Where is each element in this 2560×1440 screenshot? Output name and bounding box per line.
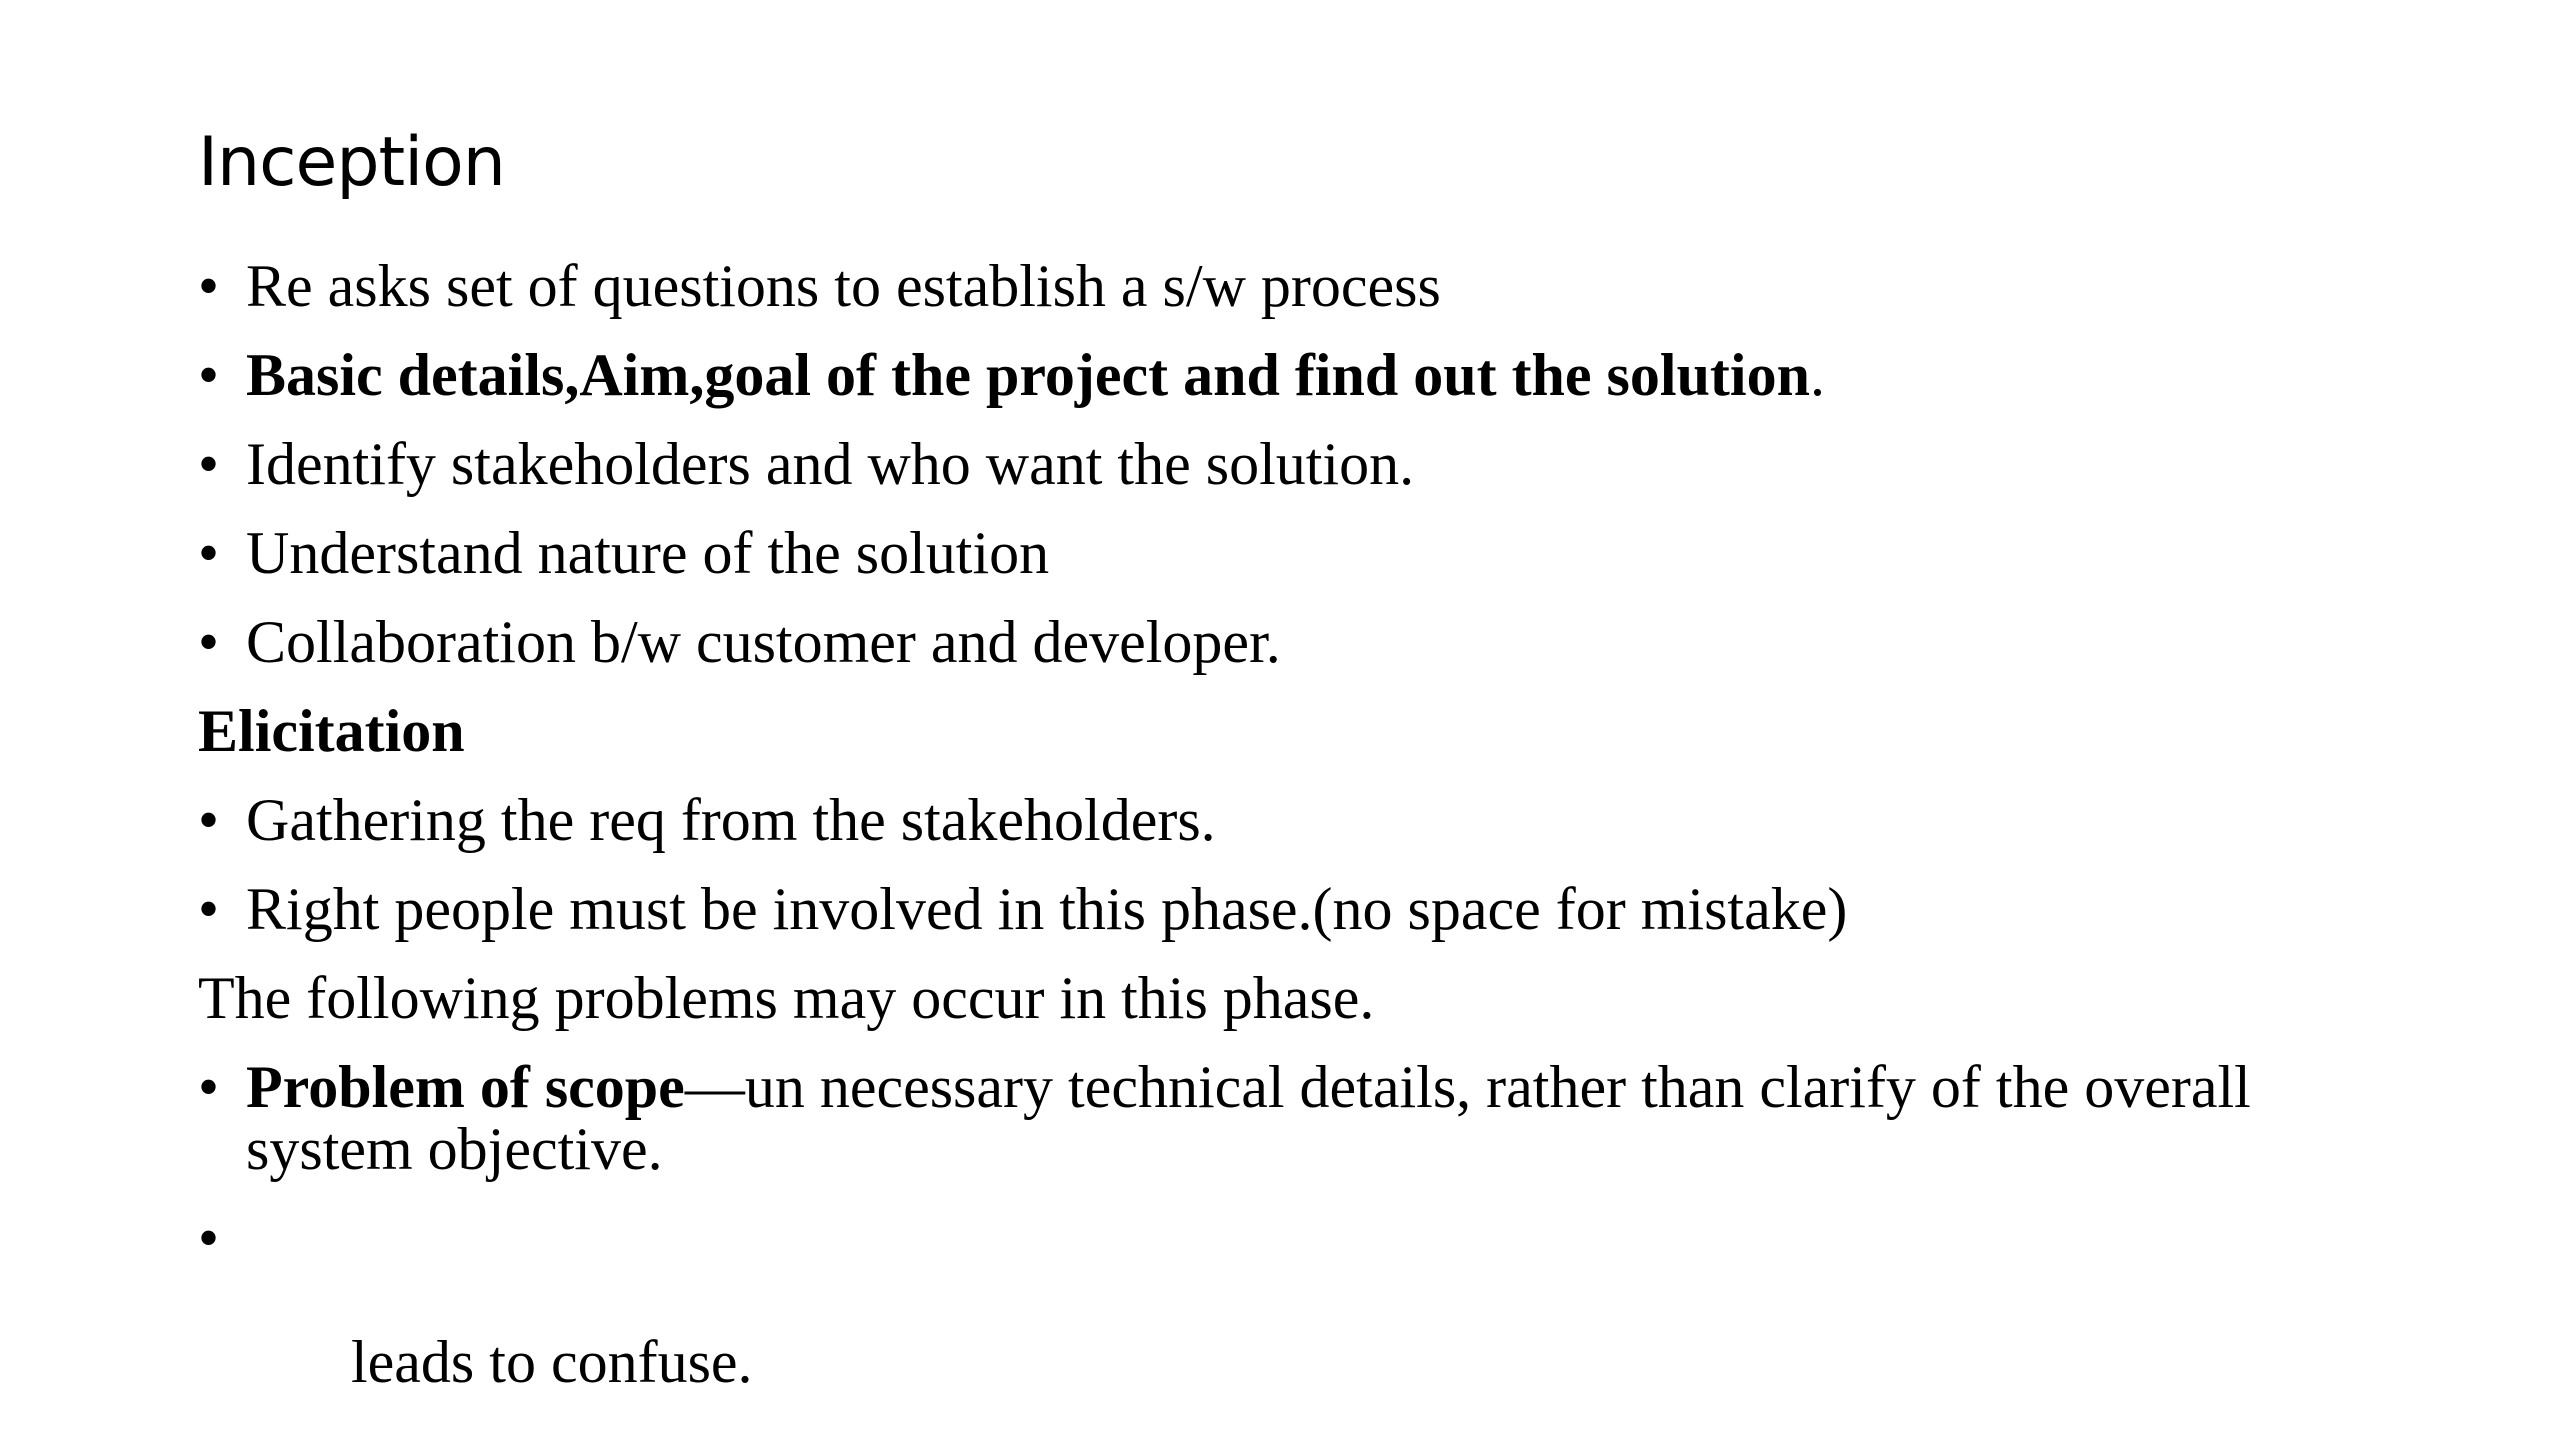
list-item [198, 433, 2458, 495]
bullet-icon: • [198, 876, 220, 942]
list-item-text: —un necessary technical details, rather than clarify of the overall system objective. [246, 1054, 2251, 1182]
list-item-text: Right people must be involved in this phase.(no space for mistake) [246, 876, 1848, 942]
list-item [198, 344, 2458, 406]
list-item-text: Understand nature of the solution [246, 520, 1050, 586]
list-item [198, 255, 2458, 317]
slide-body [198, 255, 2458, 1440]
bullet-icon: • [198, 342, 220, 408]
list-item-bold-text: Problem of scope [246, 1054, 685, 1120]
bullet-icon: • [198, 431, 220, 497]
list-item [198, 1056, 2296, 1180]
paragraph-problems-intro: The following problems may occur in this phase. [198, 965, 1375, 1031]
list-item-bold-text: Basic details,Aim,goal of the project and find out the solution [246, 342, 1810, 408]
list-item-text: Gathering the req from the stakeholders. [246, 787, 1216, 853]
list-item [198, 611, 2458, 673]
list-item [198, 522, 2458, 584]
list-item [198, 789, 2458, 851]
list-item-text-tail: . [1809, 342, 1825, 408]
list-item-text: Collaboration b/w customer and developer. [246, 609, 1281, 675]
bullet-icon: • [198, 520, 220, 586]
list-item [198, 1207, 2458, 1440]
list-item [198, 878, 2458, 940]
bullet-icon: • [198, 1054, 220, 1120]
bullet-icon: • [198, 1205, 220, 1271]
list-item-text: Identify stakeholders and who want the solution. [246, 431, 1415, 497]
bullet-icon: • [198, 787, 220, 853]
slide-title: Inception [198, 123, 505, 202]
bullet-icon: • [198, 609, 220, 675]
section-heading-elicitation: Elicitation [198, 698, 465, 764]
bullet-icon: • [198, 253, 220, 319]
list-item-text: leads to confuse. [336, 1329, 753, 1395]
list-item-text: Re asks set of questions to establish a s/w process [246, 253, 1441, 319]
